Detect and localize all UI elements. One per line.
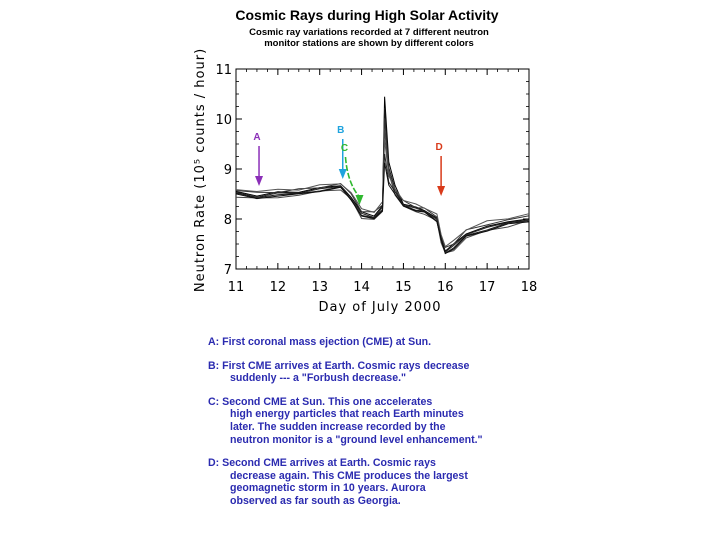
x-tick-label: 17 xyxy=(478,280,496,295)
series-line-7 xyxy=(236,163,529,254)
x-tick-label: 15 xyxy=(395,280,412,295)
x-tick-label: 14 xyxy=(353,280,370,295)
annotation-arrow-head xyxy=(339,169,347,179)
annotation-label: B xyxy=(337,125,345,136)
annotation-d xyxy=(435,142,445,196)
caption-c xyxy=(208,396,568,446)
annotation-arrow-head xyxy=(437,186,445,196)
y-tick-label: 11 xyxy=(215,63,232,78)
x-tick-label: 12 xyxy=(269,280,287,295)
chart-subtitle-line-2: monitor stations are shown by different colors xyxy=(264,38,474,49)
y-axis-label: Neutron Rate (10⁵ counts / hour) xyxy=(193,47,208,293)
caption-d-line-2: decrease again. This CME produces the largest xyxy=(230,469,468,482)
y-tick-label: 10 xyxy=(215,113,232,128)
chart-subtitle-line-1: Cosmic ray variations recorded at 7 different neutron xyxy=(249,27,489,38)
annotation-a xyxy=(253,132,263,186)
caption-c-line-2: high energy particles that reach Earth minutes xyxy=(230,408,464,421)
caption-d xyxy=(208,457,568,507)
annotation-arrow-head xyxy=(255,176,263,186)
annotation-label: C xyxy=(340,143,349,154)
caption-a-line-1: A: First coronal mass ejection (CME) at Sun. xyxy=(208,336,432,348)
caption-a xyxy=(208,336,568,349)
annotation-label: A xyxy=(253,132,261,143)
caption-d-line-1: D: Second CME arrives at Earth. Cosmic rays xyxy=(208,457,436,470)
y-tick-label: 9 xyxy=(223,163,232,178)
x-tick-label: 11 xyxy=(227,280,245,295)
annotation-label: D xyxy=(435,142,443,153)
caption-c-line-1: C: Second CME at Sun. This one accelerates xyxy=(208,395,433,408)
caption-d-line-4: observed as far south as Georgia. xyxy=(230,494,401,507)
caption-d-line-3: geomagnetic storm in 10 years. Aurora xyxy=(230,482,426,495)
x-tick-label: 16 xyxy=(437,280,454,295)
y-tick-label: 8 xyxy=(223,213,232,228)
data-series xyxy=(236,97,529,254)
x-tick-label: 18 xyxy=(520,280,538,295)
caption-list xyxy=(208,336,568,519)
x-tick-label: 13 xyxy=(311,280,328,295)
caption-c-line-4: neutron monitor is a "ground level enhancement." xyxy=(230,433,483,446)
caption-b xyxy=(208,360,568,385)
y-tick-label: 7 xyxy=(223,263,232,278)
caption-c-line-3: later. The sudden increase recorded by the xyxy=(230,420,446,433)
caption-b-line-1: B: First CME arrives at Earth. Cosmic rays decrease xyxy=(208,359,470,372)
chart-title: Cosmic Rays during High Solar Activity xyxy=(235,7,499,23)
x-axis-label: Day of July 2000 xyxy=(318,300,442,315)
plot-frame xyxy=(236,69,529,269)
axis-ticks xyxy=(215,63,537,295)
caption-b-line-2: suddenly --- a "Forbush decrease." xyxy=(230,372,407,385)
